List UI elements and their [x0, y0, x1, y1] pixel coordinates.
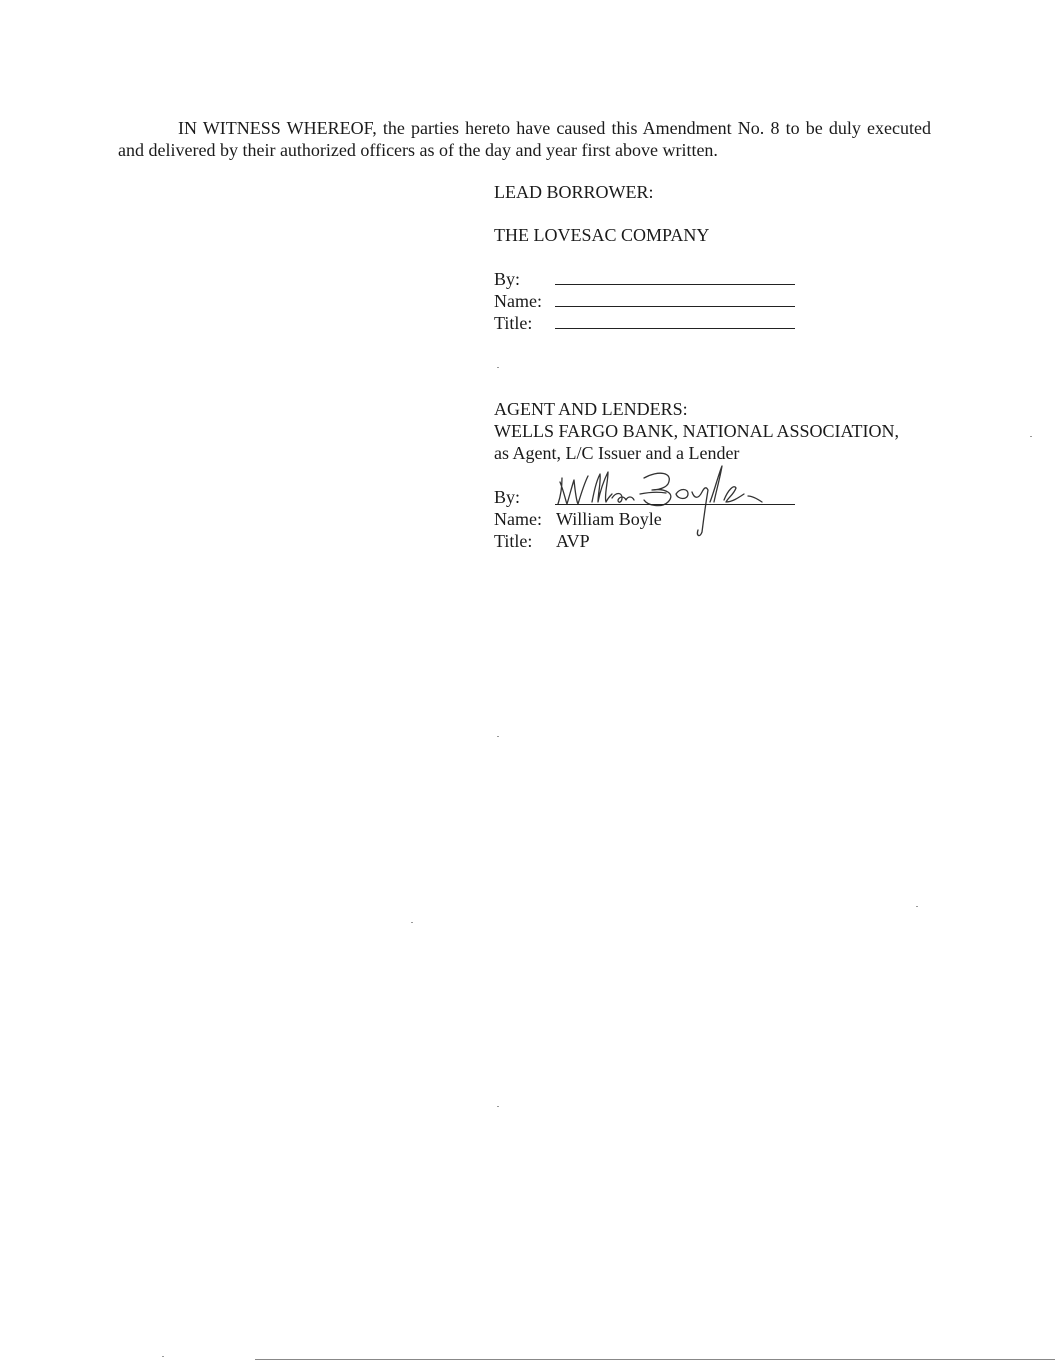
title-line	[555, 328, 795, 329]
scan-speck	[497, 1106, 499, 1107]
scan-speck	[916, 906, 918, 907]
footer-rule	[255, 1359, 1055, 1360]
witness-paragraph	[118, 117, 931, 161]
name-label: Name:	[494, 291, 542, 311]
agent-role: as Agent, L/C Issuer and a Lender	[494, 443, 740, 463]
agent-company: WELLS FARGO BANK, NATIONAL ASSOCIATION,	[494, 421, 899, 441]
scan-speck	[497, 736, 499, 737]
signature-line	[555, 284, 795, 285]
lead-borrower-company: THE LOVESAC COMPANY	[494, 225, 710, 245]
title-label: Title:	[494, 313, 533, 333]
signature-line	[555, 504, 795, 505]
scan-speck	[497, 367, 499, 368]
witness-paragraph-text: IN WITNESS WHEREOF, the parties hereto have caused this Amendment No. 8 to be duly executed and delivered by their authorized officers as of the day and year first above written.	[118, 118, 931, 160]
by-label: By:	[494, 269, 521, 289]
by-label: By:	[494, 487, 521, 507]
agent-heading: AGENT AND LENDERS:	[494, 399, 688, 419]
scan-speck	[1030, 436, 1032, 437]
scan-speck	[162, 1356, 164, 1357]
name-line	[555, 306, 795, 307]
name-value: William Boyle	[556, 509, 662, 529]
title-label: Title:	[494, 531, 533, 551]
scan-speck	[411, 922, 413, 923]
lead-borrower-heading: LEAD BORROWER:	[494, 182, 654, 202]
name-label: Name:	[494, 509, 542, 529]
title-value: AVP	[556, 531, 590, 551]
